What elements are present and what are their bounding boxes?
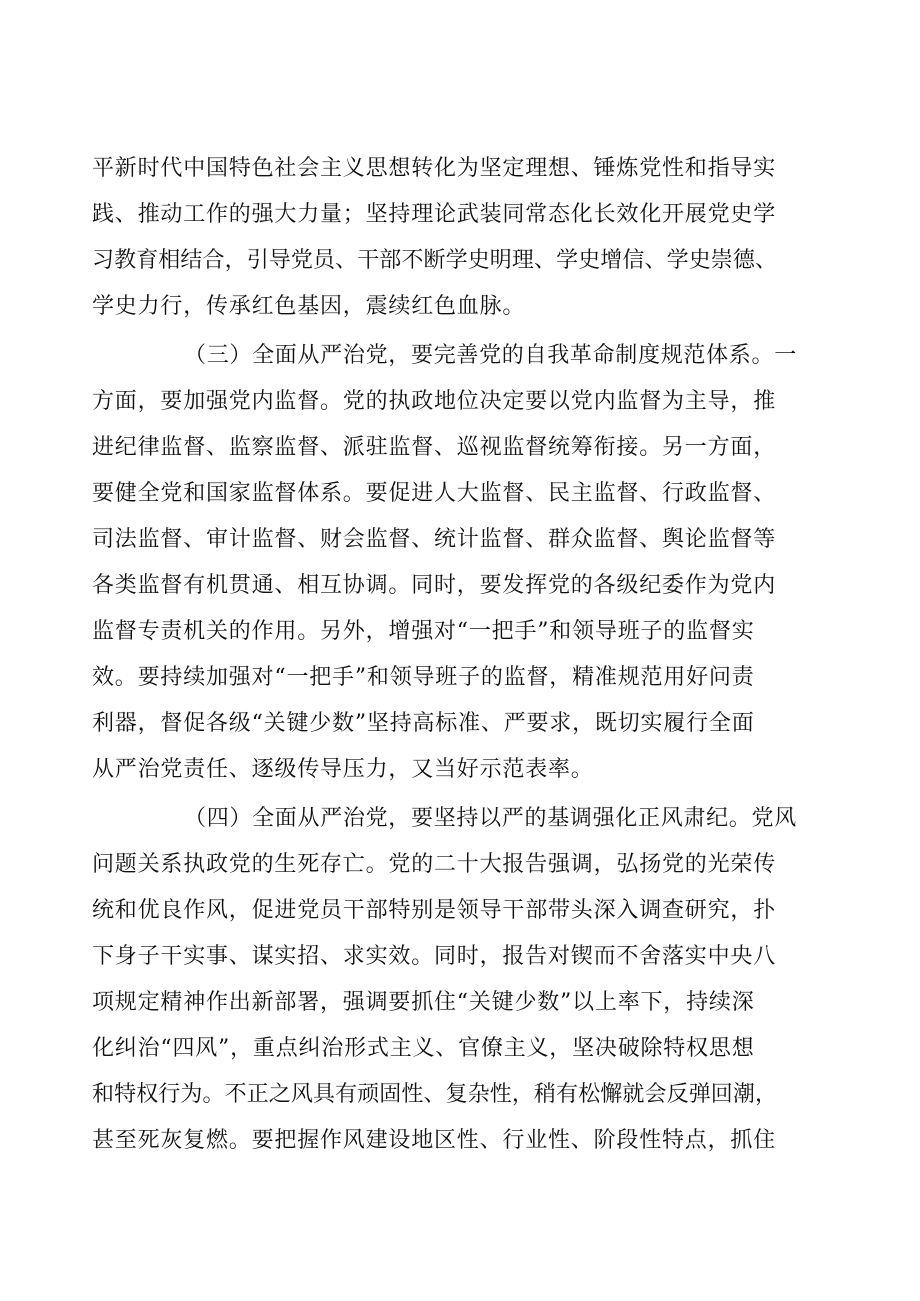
text-line: 监督专责机关的作用。另外，增强对“一把手”和领导班子的监督实 <box>92 619 755 644</box>
text-line: 要健全党和国家监督体系。要促进人大监督、民主监督、行政监督、 <box>92 481 777 506</box>
text-line: 甚至死灰复燃。要把握作风建设地区性、行业性、阶段性特点，抓住 <box>92 1128 777 1153</box>
text-line: 利器，督促各级“关键少数”坚持高标准、严要求，既切实履行全面 <box>92 711 755 736</box>
text-line: 问题关系执政党的生死存亡。党的二十大报告强调，弘扬党的光荣传 <box>92 852 777 877</box>
text-line: 学史力行，传承红色基因，震续红色血脉。 <box>92 294 526 319</box>
text-line: 从严治党责任、逐级传导压力，又当好示范表率。 <box>92 757 594 782</box>
text-line: 平新时代中国特色社会主义思想转化为坚定理想、锤炼党性和指导实 <box>92 156 777 181</box>
text-line: （四）全面从严治党，要坚持以严的基调强化正风肃纪。党风 <box>184 806 797 831</box>
text-line: 下身子干实事、谋实招、求实效。同时，报告对锲而不舍落实中央八 <box>92 944 777 969</box>
paragraph-section-four <box>92 796 828 1164</box>
text-line: 项规定精神作出新部署，强调要抓住“关键少数”以上率下，持续深 <box>92 990 755 1015</box>
text-line: 化纠治“四风”，重点纠治形式主义、官僚主义，坚决破除特权思想 <box>92 1036 755 1061</box>
text-line: 各类监督有机贯通、相互协调。同时，要发挥党的各级纪委作为党内 <box>92 573 777 598</box>
document-body <box>92 146 828 1164</box>
text-line: 进纪律监督、监察监督、派驻监督、巡视监督统筹衔接。另一方面， <box>92 435 777 460</box>
text-line: 和特权行为。不正之风具有顽固性、复杂性，稍有松懈就会反弹回潮， <box>92 1082 778 1107</box>
text-line: 习教育相结合，引导党员、干部不断学史明理、学史增信、学史崇德、 <box>92 248 778 273</box>
text-line: 践、推动工作的强大力量；坚持理论武装同常态化长效化开展党史学 <box>92 202 777 227</box>
paragraph-section-three <box>92 333 828 793</box>
text-line: 统和优良作风，促进党员干部特别是领导干部带头深入调查研究，扑 <box>92 898 777 923</box>
paragraph-continuation <box>92 146 828 330</box>
text-line: 方面，要加强党内监督。党的执政地位决定要以党内监督为主导，推 <box>92 389 777 414</box>
text-line: 效。要持续加强对“一把手”和领导班子的监督，精准规范用好问责 <box>92 665 755 690</box>
text-line: 司法监督、审计监督、财会监督、统计监督、群众监督、舆论监督等 <box>92 527 777 552</box>
text-line: （三）全面从严治党，要完善党的自我革命制度规范体系。一 <box>184 343 797 368</box>
